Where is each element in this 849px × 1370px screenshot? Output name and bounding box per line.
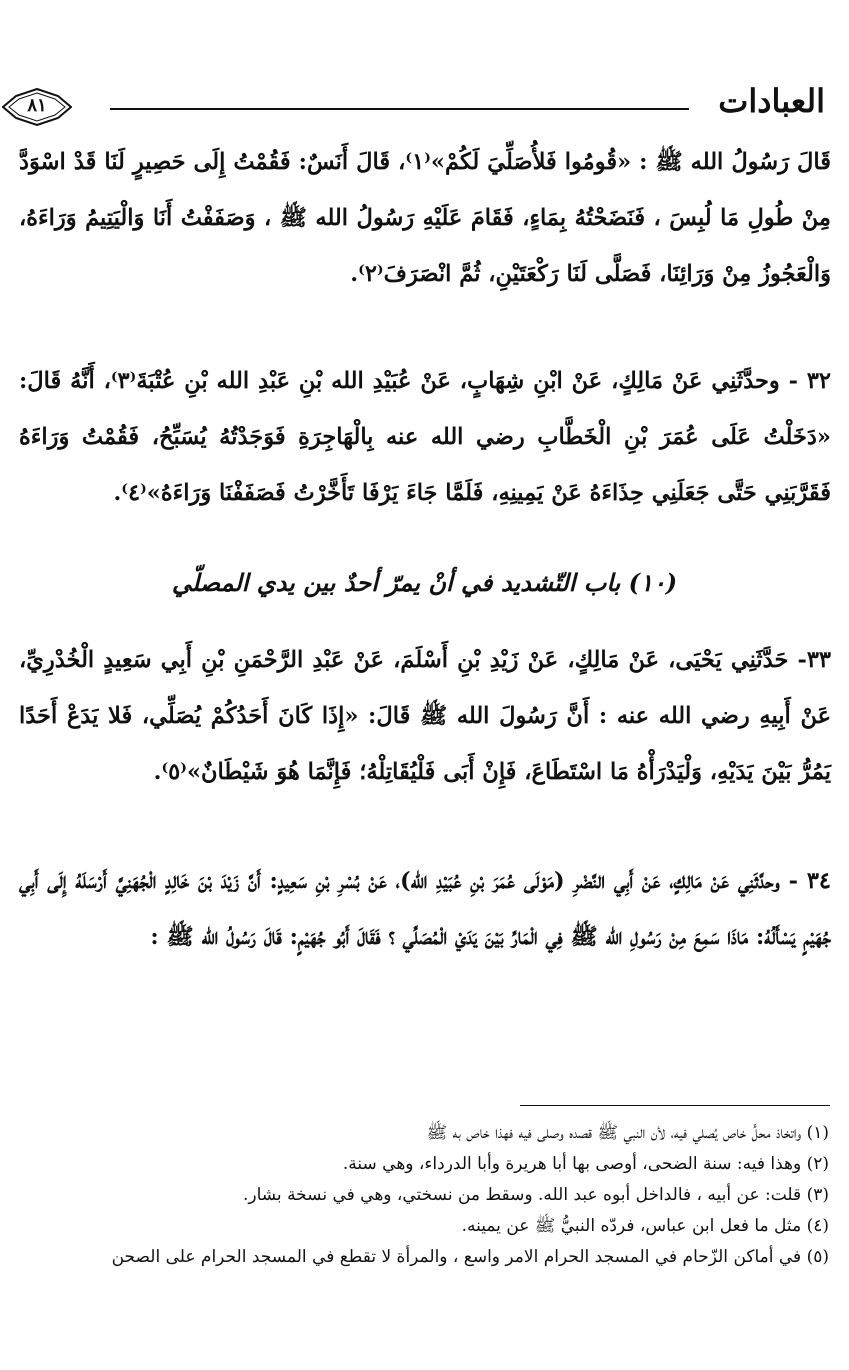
footnote-2: (٢) وهذا فيه: سنة الضحى، أوصى بها أبا هريرة وأبا الدرداء، وهي سنة. [342, 1154, 829, 1174]
page-header [0, 78, 849, 136]
running-title: العبادات [718, 82, 825, 120]
footnote-3: (٣) قلت: عن أبيه ، فالداخل أبوه عبد الله. وسقط من نسختي، وهي في نسخة بشار. [242, 1185, 829, 1205]
paragraph-hadith-34: ٣٤ - وحدَّثَنِي عَنْ مَالِكٍ، عَنْ أَبِي النَّضْرِ (مَوْلَى عُمَرَ بْنِ عُبَيْدِ الله)، عَنْ بُسْرِ بْنِ سَعِيدٍ: أَنَّ زَيْدَ بْنَ خَالِدٍ الْجُهَنِيَّ أَرْسَلَهُ إِلَى أَبِي جُهَيْمٍ يَسْأَلُهُ: مَاذَا سَمِعَ مِنْ رَسُولِ الله ﷺ فِي الْمَارِّ بَيْنَ يَدَيْ الْمُصَلِّي ؟ فَقَالَ أَبُو جُهَيْمٍ: قَالَ رَسُولُ الله ﷺ : [19, 868, 831, 950]
footnote-4: (٤) مثل ما فعل ابن عباس، فردّه النبيُّ ﷺ عن يمينه. [461, 1216, 829, 1236]
paragraph-hadith-33: ٣٣- حَدَّثَنِي يَحْيَى، عَنْ مَالِكٍ، عَنْ زَيْدِ بْنِ أَسْلَمَ، عَنْ عَبْدِ الرَّحْمَنِ بْنِ أَبِي سَعِيدٍ الْخُدْرِيِّ، عَنْ أَبِيهِ رضي الله عنه : أَنَّ رَسُولَ الله ﷺ قَالَ: «إِذَا كَانَ أَحَدُكُمْ يُصَلِّي، فَلا يَدَعْ أَحَدًا يَمُرُّ بَيْنَ يَدَيْهِ، وَلْيَدْرَأْهُ مَا اسْتَطَاعَ، فَإِنْ أَبَى فَلْيُقَاتِلْهُ؛ فَإِنَّمَا هُوَ شَيْطَانٌ»⁽٥⁾. [19, 647, 831, 785]
footnote-5: (٥) في أماكن الزّحام في المسجد الحرام الامر واسع ، والمرأة لا تقطع في المسجد الحرام على الصحن [111, 1247, 829, 1267]
page-number: ٨١ [27, 95, 47, 116]
paragraph-hadith-32: ٣٢ - وحدَّثَنِي عَنْ مَالِكٍ، عَنْ ابْنِ شِهَابٍ، عَنْ عُبَيْدِ الله بْنِ عَبْدِ الله بْنِ عُتْبَةَ⁽٣⁾، أَنَّهُ قَالَ: «دَخَلْتُ عَلَى عُمَرَ بْنِ الْخَطَّابِ رضي الله عنه بِالْهَاجِرَةِ فَوَجَدْتُهُ يُسَبِّحُ، فَقُمْتُ وَرَاءَهُ فَقَرَّبَنِي حَتَّى جَعَلَنِي حِذَاءَهُ عَنْ يَمِينِهِ، فَلَمَّا جَاءَ يَرْفَا تَأَخَّرْتُ فَصَفَفْنَا وَرَاءَهُ»⁽٤⁾. [19, 368, 831, 506]
footnote-1: (١) واتخاذ محلٍّ خاص يُصلي فيه، لأن النبي ﷺ قصده وصلى فيه فهذا خاص به ﷺ [426, 1123, 829, 1143]
footnotes [17, 1118, 829, 1273]
footnote-rule [520, 1105, 830, 1106]
chapter-title: (١٠) باب التّشديد في أنْ يمرّ أحدٌ بين يدي المصلّي [171, 568, 678, 597]
page-number-ornament [2, 88, 72, 126]
paragraph-hadith-31-end: قَالَ رَسُولُ الله ﷺ : «قُومُوا فَلأُصَلِّيَ لَكُمْ»⁽١⁾، قَالَ أَنَسٌ: فَقُمْتُ إِلَى حَصِيرٍ لَنَا قَدْ اسْوَدَّ مِنْ طُولِ مَا لُبِسَ ، فَنَضَحْتُهُ بِمَاءٍ، فَقَامَ عَلَيْهِ رَسُولُ الله ﷺ ، وَصَفَفْتُ أَنَا وَالْيَتِيمُ وَرَاءَهُ، وَالْعَجُوزُ مِنْ وَرَائِنَا، فَصَلَّى لَنَا رَكْعَتَيْنِ، ثُمَّ انْصَرَفَ⁽٢⁾. [19, 149, 831, 287]
header-rule [110, 108, 689, 110]
